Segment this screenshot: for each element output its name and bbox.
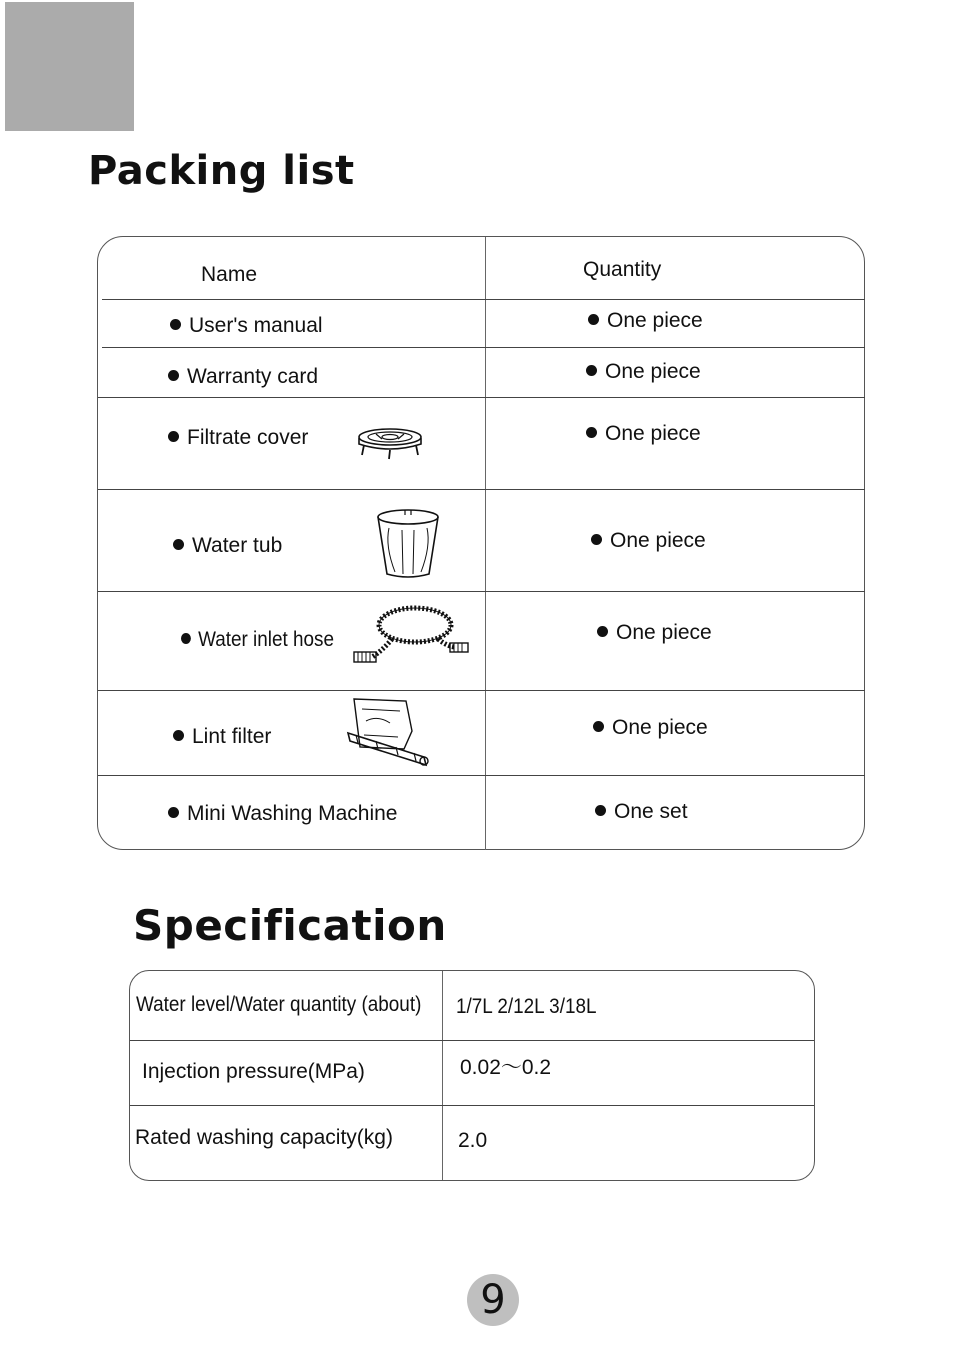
bullet-icon [597,626,608,637]
bullet-icon [181,633,191,644]
item-name: Water tub [192,534,283,557]
item-name: Lint filter [192,725,272,748]
row-divider [98,489,865,490]
list-item [168,803,397,824]
item-quantity: One piece [607,309,703,332]
water-tub-icon [375,506,441,580]
list-item-quantity [588,310,703,331]
item-name: Water inlet hose [198,628,334,651]
row-divider [102,347,865,348]
item-quantity: One piece [610,529,706,552]
list-item-quantity [586,423,701,444]
list-item [173,535,282,556]
spec-label: Rated washing capacity(kg) [135,1126,393,1149]
list-item [173,726,271,747]
list-item-quantity [597,622,712,643]
column-divider [485,237,486,850]
bullet-icon [173,730,184,741]
packing-list-title: Packing list [88,148,355,194]
lint-filter-icon [346,695,432,773]
row-divider [130,1105,814,1106]
bullet-icon [170,319,181,330]
item-name: Mini Washing Machine [187,802,398,825]
item-quantity: One piece [605,360,701,383]
filtrate-cover-icon [356,425,426,461]
list-item [168,427,308,448]
header-quantity: Quantity [583,258,662,281]
bullet-icon [595,805,606,816]
list-item [168,366,318,387]
row-divider [98,591,865,592]
list-item-quantity [586,361,701,382]
corner-block [5,2,134,131]
bullet-icon [588,314,599,325]
item-name: Filtrate cover [187,426,309,449]
spec-value: 0.02～0.2 [460,1056,552,1079]
bullet-icon [586,427,597,438]
list-item-quantity [591,530,706,551]
page-number: 9 [467,1274,519,1326]
row-divider [130,1040,814,1041]
bullet-icon [173,539,184,550]
spec-value: 2.0 [458,1129,488,1152]
list-item-quantity [593,717,708,738]
row-divider [98,690,865,691]
specification-title: Specification [133,901,447,950]
bullet-icon [593,721,604,732]
item-quantity: One set [614,800,688,823]
bullet-icon [586,365,597,376]
water-inlet-hose-icon [352,603,472,665]
item-name: Warranty card [187,365,319,388]
item-quantity: One piece [605,422,701,445]
item-quantity: One piece [616,621,712,644]
list-item [181,629,334,650]
bullet-icon [168,431,179,442]
spec-label: Injection pressure(MPa) [142,1060,365,1083]
item-name: User's manual [189,314,323,337]
item-quantity: One piece [612,716,708,739]
bullet-icon [168,370,179,381]
spec-value: 1/7L 2/12L 3/18L [456,995,597,1018]
row-divider [98,775,865,776]
row-divider [98,397,865,398]
column-divider [442,971,443,1180]
header-name: Name [201,263,258,286]
list-item-quantity [595,801,688,822]
list-item [170,315,323,336]
bullet-icon [168,807,179,818]
spec-label: Water level/Water quantity (about) [136,993,422,1016]
row-divider [102,299,865,300]
bullet-icon [591,534,602,545]
